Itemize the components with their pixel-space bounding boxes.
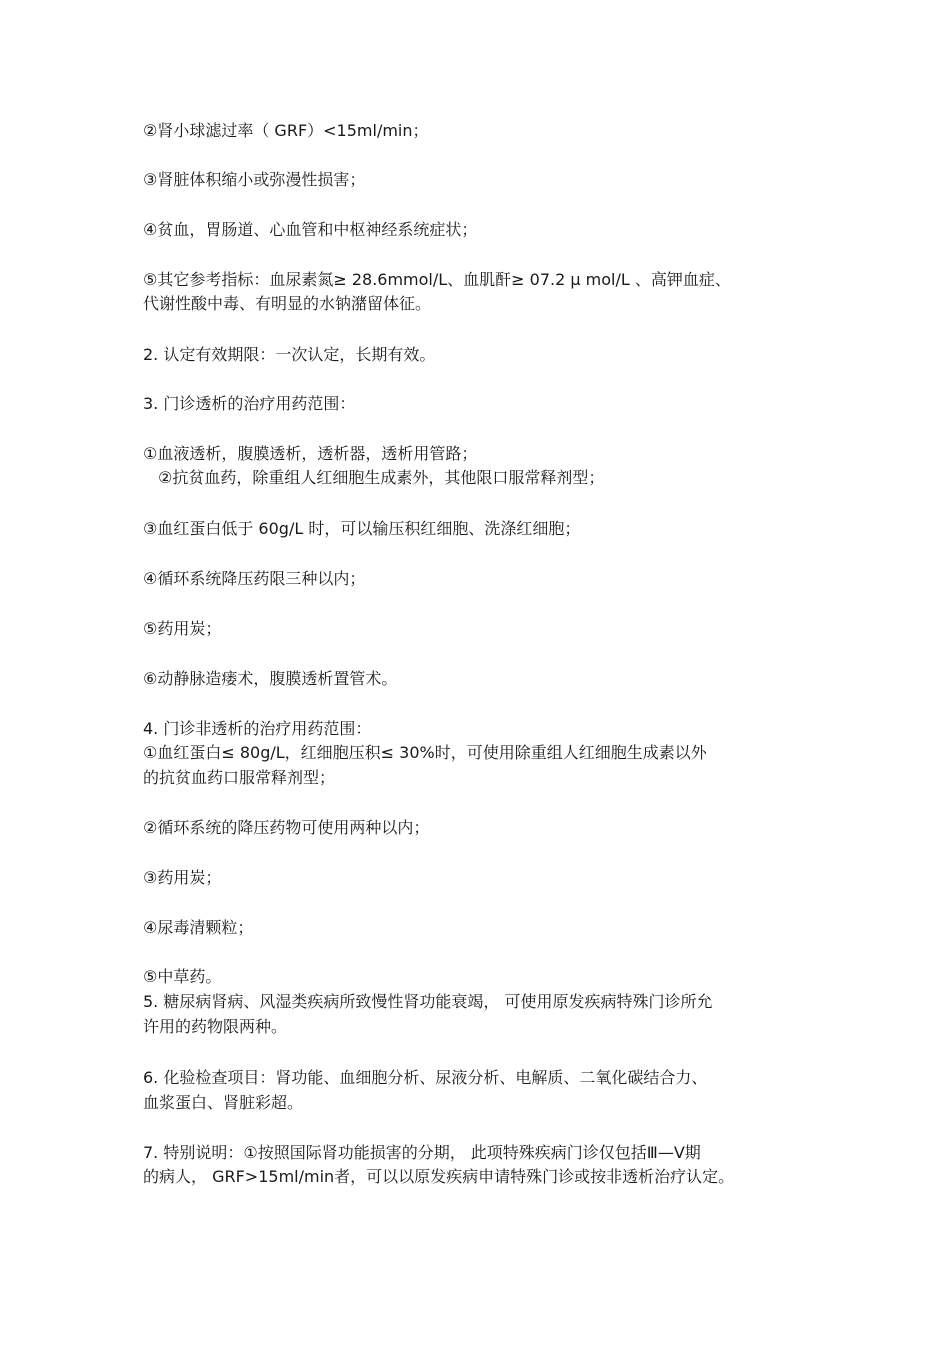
- text-line: ④循环系统降压药限三种以内；: [143, 569, 366, 588]
- text-line: ④贫血，胃肠道、心血管和中枢神经系统症状；: [143, 220, 478, 239]
- text-line: ②抗贫血药，除重组人红细胞生成素外，其他限口服常释剂型；: [158, 468, 605, 487]
- text-line: ④尿毒清颗粒；: [143, 918, 254, 937]
- text-line: ⑤其它参考指标：血尿素氮≥ 28.6mmol/L、血肌酐≥ 07.2 μ mol/L 、高钾血症、: [143, 270, 731, 289]
- text-line: ⑥动静脉造瘘术，腹膜透析置管术。: [143, 669, 398, 688]
- text-line: 代谢性酸中毒、有明显的水钠潴留体征。: [143, 294, 432, 313]
- text-line: ②肾小球滤过率（ GRF）<15ml/min；: [143, 121, 429, 140]
- text-line: ①血红蛋白≤ 80g/L，红细胞压积≤ 30%时，可使用除重组人红细胞生成素以外: [143, 743, 707, 762]
- text-line: 7. 特别说明：①按照国际肾功能损害的分期， 此项特殊疾病门诊仅包括Ⅲ—Ⅴ期: [143, 1143, 701, 1162]
- text-line: 血浆蛋白、肾脏彩超。: [143, 1093, 304, 1112]
- text-line: 许用的药物限两种。: [143, 1017, 288, 1036]
- text-line: 的抗贫血药口服常释剂型；: [143, 768, 336, 787]
- section-heading: 3. 门诊透析的治疗用药范围：: [143, 394, 356, 413]
- text-line: ①血液透析，腹膜透析，透析器，透析用管路；: [143, 444, 478, 463]
- text-line: ③肾脏体积缩小或弥漫性损害；: [143, 170, 366, 189]
- text-line: ⑤中草药。: [143, 967, 222, 986]
- text-line: ②循环系统的降压药物可使用两种以内；: [143, 818, 430, 837]
- text-line: 6. 化验检查项目：肾功能、血细胞分析、尿液分析、电解质、二氧化碳结合力、: [143, 1068, 708, 1087]
- text-line: 2. 认定有效期限：一次认定，长期有效。: [143, 345, 436, 364]
- text-line: 的病人， GRF>15ml/min者，可以以原发疾病申请特殊门诊或按非透析治疗认定。: [143, 1167, 735, 1186]
- text-line: 5. 糖尿病肾病、风湿类疾病所致慢性肾功能衰竭， 可使用原发疾病特殊门诊所允: [143, 992, 713, 1011]
- text-line: ③血红蛋白低于 60g/L 时，可以输压积红细胞、洗涤红细胞；: [143, 519, 581, 538]
- text-line: ③药用炭；: [143, 868, 222, 887]
- section-heading: 4. 门诊非透析的治疗用药范围：: [143, 719, 372, 738]
- text-line: ⑤药用炭；: [143, 619, 222, 638]
